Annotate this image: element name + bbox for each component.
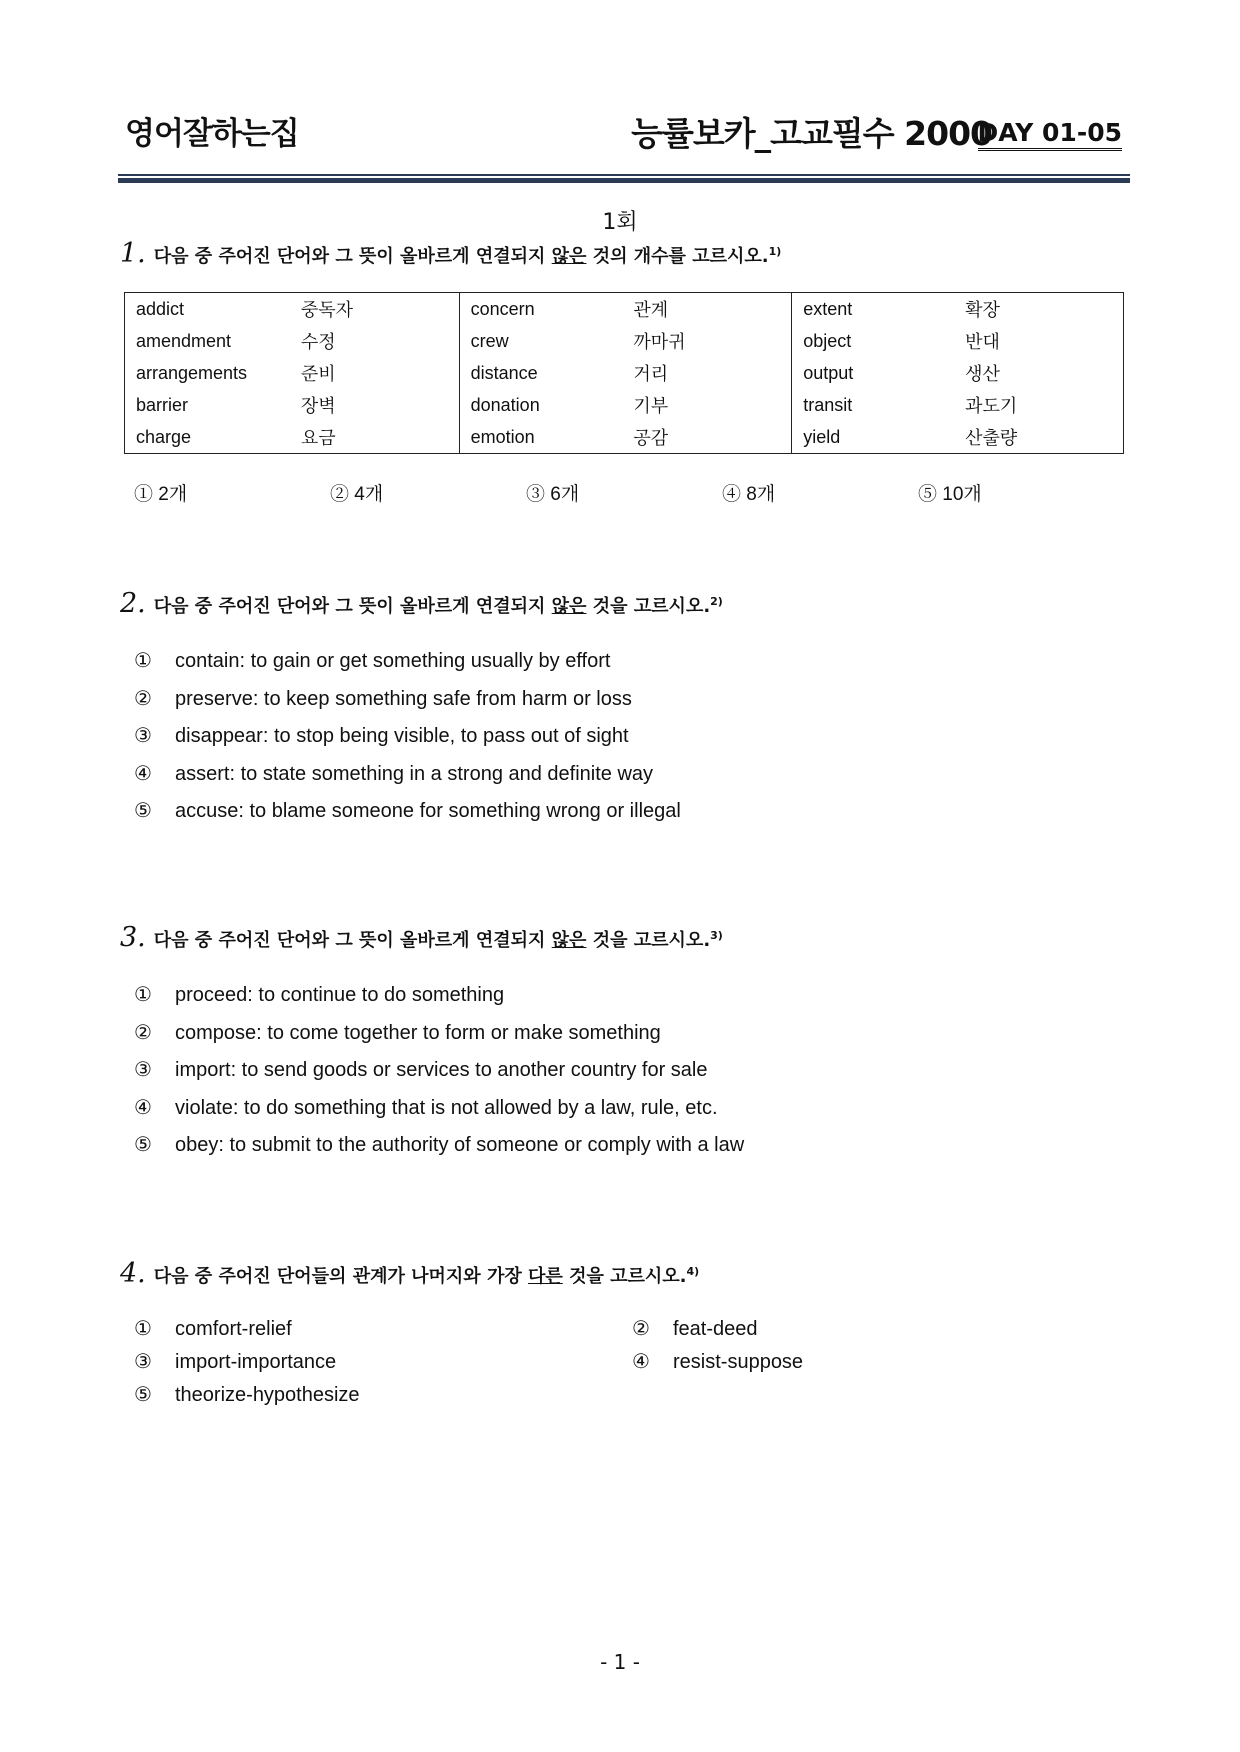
vocab-word: donation bbox=[470, 394, 540, 415]
option[interactable] bbox=[134, 1127, 744, 1165]
option-text: assert: to state something in a strong and definite way bbox=[175, 762, 654, 785]
question-1 bbox=[120, 238, 781, 269]
vocab-word: charge bbox=[136, 426, 192, 447]
vocab-meaning: 공감 bbox=[622, 421, 791, 454]
vocab-word: transit bbox=[803, 394, 853, 415]
round-title: 1회 bbox=[602, 210, 638, 235]
vocab-row bbox=[125, 325, 1124, 357]
vocab-word: object bbox=[803, 330, 852, 351]
option-text: accuse: to blame someone for something wrong or illegal bbox=[175, 800, 681, 822]
vocab-meaning: 수정 bbox=[290, 325, 459, 357]
day-range bbox=[978, 118, 1122, 147]
footnote-ref: 3) bbox=[710, 929, 723, 942]
choice[interactable]: ④ 8개 bbox=[722, 484, 776, 505]
question-3 bbox=[120, 922, 723, 953]
vocab-meaning: 중독자 bbox=[290, 293, 459, 326]
question-text-end: 것의 개수를 고르시오. bbox=[586, 246, 769, 267]
option[interactable] bbox=[134, 1349, 336, 1374]
option-mark: ① bbox=[134, 984, 152, 1006]
question-emphasis: 않은 bbox=[551, 596, 587, 617]
vocab-table bbox=[124, 292, 1124, 454]
vocab-meaning: 요금 bbox=[290, 421, 459, 454]
option-text: violate: to do something that is not allowed by a law, rule, etc. bbox=[175, 1096, 718, 1119]
option-mark: ⑤ bbox=[134, 1134, 152, 1156]
book-title: 능률보카_고교필수 2000 bbox=[631, 114, 992, 153]
vocab-meaning: 까마귀 bbox=[622, 325, 791, 357]
option-text: import: to send goods or services to another country for sale bbox=[175, 1059, 708, 1081]
vocab-meaning: 반대 bbox=[965, 332, 1000, 352]
option[interactable] bbox=[134, 756, 681, 794]
option-text: proceed: to continue to do something bbox=[175, 984, 505, 1006]
brand-title: 영어잘하는집 bbox=[125, 116, 299, 152]
question-emphasis: 않은 bbox=[551, 246, 587, 267]
question-number: 1. bbox=[120, 238, 146, 269]
choice[interactable]: ③ 6개 bbox=[526, 484, 580, 505]
vocab-meaning: 과도기 bbox=[965, 396, 1018, 416]
option-text: contain: to gain or get something usually by effort bbox=[175, 650, 611, 672]
footnote-ref: 2) bbox=[710, 595, 723, 608]
option-mark: ⑤ bbox=[134, 1384, 152, 1406]
question-text-end: 것을 고르시오. bbox=[562, 1266, 687, 1287]
vocab-word: barrier bbox=[136, 394, 189, 415]
page-number: - 1 - bbox=[600, 1650, 640, 1674]
vocab-meaning: 산출량 bbox=[965, 428, 1018, 448]
question-4 bbox=[120, 1258, 699, 1289]
vocab-meaning: 기부 bbox=[622, 389, 791, 421]
option[interactable] bbox=[632, 1316, 758, 1341]
vocab-row bbox=[125, 389, 1124, 421]
option-mark: ④ bbox=[632, 1351, 650, 1373]
footnote-ref: 1) bbox=[768, 245, 782, 258]
choice[interactable]: ① 2개 bbox=[134, 484, 188, 505]
question-2 bbox=[120, 588, 723, 619]
question-number: 4. bbox=[120, 1258, 146, 1289]
choice[interactable]: ② 4개 bbox=[330, 484, 384, 505]
option[interactable] bbox=[632, 1349, 803, 1374]
vocab-word: output bbox=[803, 362, 854, 383]
vocab-row bbox=[125, 421, 1124, 454]
option[interactable] bbox=[134, 643, 681, 681]
question-number: 3. bbox=[120, 922, 146, 953]
option-mark: ② bbox=[632, 1318, 650, 1340]
option-text: theorize-hypothesize bbox=[175, 1384, 360, 1406]
option-text: comfort-relief bbox=[175, 1318, 292, 1340]
vocab-meaning: 확장 bbox=[965, 300, 1000, 320]
option[interactable] bbox=[134, 1052, 744, 1090]
option[interactable] bbox=[134, 1382, 360, 1407]
header-rule-thin bbox=[118, 174, 1130, 176]
option-mark: ① bbox=[134, 650, 152, 672]
vocab-meaning: 준비 bbox=[290, 357, 459, 389]
option-text: preserve: to keep something safe from harm or loss bbox=[175, 687, 632, 710]
option-text: compose: to come together to form or make something bbox=[175, 1021, 661, 1044]
option-text: resist-suppose bbox=[673, 1351, 804, 1373]
option[interactable] bbox=[134, 1015, 744, 1053]
question-text-end: 것을 고르시오. bbox=[586, 596, 711, 617]
option-mark: ④ bbox=[134, 1096, 152, 1119]
vocab-word: concern bbox=[470, 298, 535, 319]
question-text: 다음 중 주어진 단어와 그 뜻이 올바르게 연결되지 bbox=[153, 930, 552, 951]
option[interactable] bbox=[134, 793, 681, 831]
vocab-word: emotion bbox=[470, 426, 535, 447]
page-header bbox=[0, 0, 1240, 190]
option[interactable] bbox=[134, 977, 744, 1015]
option-mark: ② bbox=[134, 1021, 152, 1044]
vocab-row bbox=[125, 357, 1124, 389]
option[interactable] bbox=[134, 681, 681, 719]
option-text: feat-deed bbox=[673, 1318, 758, 1340]
option-mark: ⑤ bbox=[134, 800, 152, 822]
question-number: 2. bbox=[120, 588, 146, 619]
question-text: 다음 중 주어진 단어와 그 뜻이 올바르게 연결되지 bbox=[153, 596, 552, 617]
vocab-row bbox=[125, 293, 1124, 326]
option-text: import-importance bbox=[175, 1351, 337, 1373]
option[interactable] bbox=[134, 1090, 744, 1128]
question-text-end: 것을 고르시오. bbox=[586, 930, 711, 951]
option-text: disappear: to stop being visible, to pass out of sight bbox=[175, 725, 629, 747]
option-mark: ③ bbox=[134, 1351, 152, 1373]
header-rule-thick bbox=[118, 178, 1130, 183]
option-mark: ③ bbox=[134, 725, 152, 747]
q3-options bbox=[134, 977, 744, 1165]
vocab-word: distance bbox=[470, 362, 538, 383]
vocab-meaning: 장벽 bbox=[290, 389, 459, 421]
vocab-word: amendment bbox=[136, 330, 232, 351]
option-mark: ③ bbox=[134, 1059, 152, 1081]
choice[interactable]: ⑤ 10개 bbox=[918, 484, 982, 505]
option-mark: ④ bbox=[134, 762, 152, 785]
option-mark: ① bbox=[134, 1318, 152, 1340]
question-text: 다음 중 주어진 단어와 그 뜻이 올바르게 연결되지 bbox=[153, 246, 552, 267]
option[interactable] bbox=[134, 718, 681, 756]
option[interactable] bbox=[134, 1316, 292, 1341]
q2-options bbox=[134, 643, 681, 831]
question-emphasis: 않은 bbox=[551, 930, 587, 951]
vocab-word: addict bbox=[136, 298, 185, 319]
vocab-meaning: 거리 bbox=[622, 357, 791, 389]
vocab-meaning: 관계 bbox=[622, 293, 791, 326]
option-mark: ② bbox=[134, 687, 152, 710]
vocab-word: arrangements bbox=[136, 362, 248, 383]
day-range-text: DAY 01-05 bbox=[978, 118, 1122, 151]
vocab-meaning: 생산 bbox=[965, 364, 1000, 384]
option-text: obey: to submit to the authority of someone or comply with a law bbox=[175, 1134, 745, 1156]
vocab-word: yield bbox=[803, 426, 841, 447]
vocab-word: crew bbox=[470, 330, 509, 351]
vocab-word: extent bbox=[803, 298, 853, 319]
question-emphasis: 다른 bbox=[528, 1266, 563, 1287]
question-text: 다음 중 주어진 단어들의 관계가 나머지와 가장 bbox=[153, 1266, 529, 1287]
footnote-ref: 4) bbox=[686, 1265, 700, 1278]
